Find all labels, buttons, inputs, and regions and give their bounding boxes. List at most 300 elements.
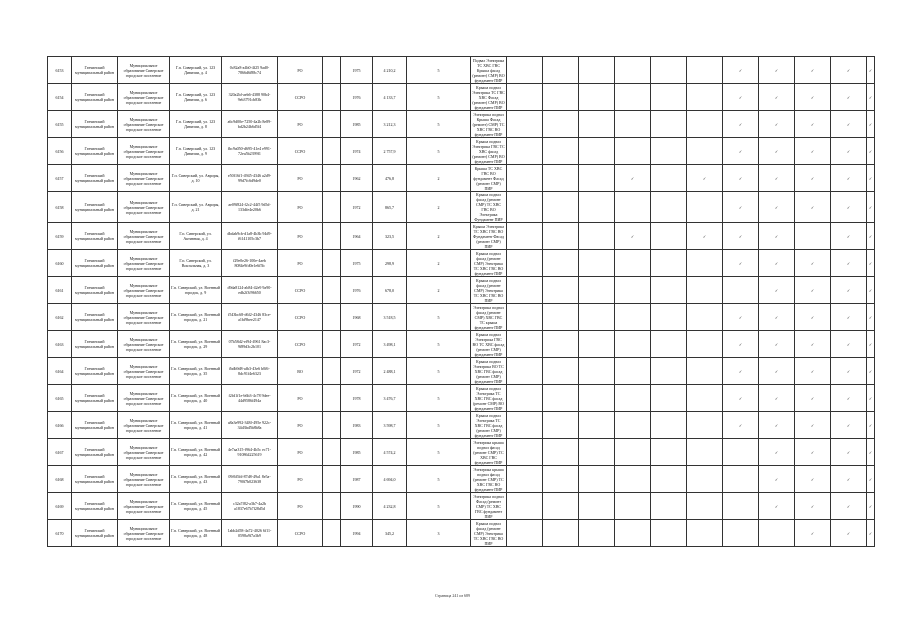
check-mark-cell	[687, 412, 723, 439]
fias-code-cell: 4e7aa315-f964-4b5c ec71-910864225619	[222, 439, 278, 466]
formation-cell: Муниципальное образование Сиверское городское поселение	[118, 385, 170, 412]
check-mark-cell: ✓	[831, 439, 867, 466]
floors-cell: 5	[407, 304, 471, 331]
table-row	[48, 138, 875, 165]
area-cell: 345,2	[373, 520, 407, 547]
spacer-cell	[323, 165, 341, 192]
formation-cell: Муниципальное образование Сиверское городское поселение	[118, 412, 170, 439]
check-mark-cell: ✓	[795, 331, 831, 358]
spacer-cell	[323, 466, 341, 493]
fias-code-cell: 07b58d2-ef94-4961 8ac3-9f89d3c2b101	[222, 331, 278, 358]
check-mark-cell	[507, 466, 543, 493]
row-number: 6168	[48, 466, 72, 493]
works-description-cell: Крыша подвал Электрика ГВС ВО ТС ХВС фасад (ремонт СМР) фундамент ПИР	[471, 331, 507, 358]
check-mark-cell	[651, 111, 687, 138]
district-cell: Гатчинский муниципальный район	[72, 250, 118, 277]
build-year-cell: 1974	[341, 138, 373, 165]
check-mark-cell	[507, 192, 543, 223]
check-mark-cell	[543, 412, 579, 439]
check-mark-cell	[651, 331, 687, 358]
check-mark-cell	[507, 520, 543, 547]
floors-cell: 2	[407, 277, 471, 304]
area-cell: 4 232,8	[373, 493, 407, 520]
floors-cell: 2	[407, 250, 471, 277]
check-mark-cell: ✓	[795, 304, 831, 331]
check-mark-cell	[615, 331, 651, 358]
check-mark-cell	[579, 277, 615, 304]
check-mark-cell: ✓	[867, 493, 875, 520]
district-cell: Гатчинский муниципальный район	[72, 439, 118, 466]
check-mark-cell	[543, 493, 579, 520]
formation-cell: Муниципальное образование Сиверское городское поселение	[118, 331, 170, 358]
check-mark-cell: ✓	[867, 439, 875, 466]
check-mark-cell	[723, 466, 759, 493]
check-mark-cell	[651, 304, 687, 331]
check-mark-cell	[507, 250, 543, 277]
page-footer: Страница 241 из 689	[434, 593, 471, 598]
works-description-cell: Электрика подвал Крыша Фасад (ремонт) СМР) ТС ХВС ГВС ВО фундамент ПИР	[471, 111, 507, 138]
check-mark-cell: ✓	[831, 165, 867, 192]
table-row	[48, 304, 875, 331]
check-mark-cell: ✓	[723, 138, 759, 165]
check-mark-cell: ✓	[759, 57, 795, 84]
build-year-cell: 1972	[341, 192, 373, 223]
wall-material-cell: ССРО	[278, 331, 323, 358]
check-mark-cell	[615, 358, 651, 385]
row-number: 6159	[48, 223, 72, 250]
check-mark-cell	[579, 138, 615, 165]
formation-cell: Муниципальное образование Сиверское городское поселение	[118, 358, 170, 385]
wall-material-cell: РО	[278, 466, 323, 493]
table-row	[48, 223, 875, 250]
check-mark-cell: ✓	[795, 277, 831, 304]
check-mark-cell: ✓	[723, 84, 759, 111]
check-mark-cell	[687, 57, 723, 84]
works-description-cell: Крыша Электрика ТС ХВС ГВС ВО Фундамент Фасад (ремонт СМР) ПИР	[471, 223, 507, 250]
row-number: 6163	[48, 331, 72, 358]
check-mark-cell	[651, 466, 687, 493]
build-year-cell: 1964	[341, 223, 373, 250]
floors-cell: 5	[407, 493, 471, 520]
check-mark-cell	[543, 277, 579, 304]
check-mark-cell	[543, 439, 579, 466]
check-mark-cell	[615, 138, 651, 165]
area-cell: 3 476,7	[373, 385, 407, 412]
check-mark-cell	[507, 223, 543, 250]
spacer-cell	[323, 223, 341, 250]
check-mark-cell	[507, 331, 543, 358]
floors-cell: 5	[407, 138, 471, 165]
spacer-cell	[323, 493, 341, 520]
build-year-cell: 1983	[341, 412, 373, 439]
check-mark-cell: ✓	[831, 250, 867, 277]
check-mark-cell	[651, 358, 687, 385]
check-mark-cell	[651, 84, 687, 111]
works-description-cell: Крыша подвал Электрика ТС ХВС ГВС фасад (ремонт СМР) фундамент ПИР	[471, 412, 507, 439]
formation-cell: Муниципальное образование Сиверское городское поселение	[118, 520, 170, 547]
check-mark-cell	[579, 439, 615, 466]
formation-cell: Муниципальное образование Сиверское городское поселение	[118, 304, 170, 331]
works-description-cell: Крыша подвал фасад (ремонт СМР) Электрика ТС ХВС ГВС ВО ПИР	[471, 277, 507, 304]
fias-code-cell: 0c82a8-a4b0-4f25 9ad0-7866d6f88c74	[222, 57, 278, 84]
formation-cell: Муниципальное образование Сиверское городское поселение	[118, 84, 170, 111]
address-cell: Г.п. Сиверский, ул. Военный городок, д. 35	[170, 358, 222, 385]
check-mark-cell	[543, 385, 579, 412]
check-mark-cell	[543, 466, 579, 493]
check-mark-cell	[579, 111, 615, 138]
check-mark-cell	[687, 277, 723, 304]
spacer-cell	[323, 304, 341, 331]
build-year-cell: 1990	[341, 493, 373, 520]
spacer-cell	[323, 84, 341, 111]
works-description-cell: Крыша подвал Электрика ТС ХВС ГВС фасад (ремонт СМР) ВО фундамент ПИР	[471, 385, 507, 412]
table-row	[48, 277, 875, 304]
spacer-cell	[323, 412, 341, 439]
check-mark-cell: ✓	[759, 358, 795, 385]
check-mark-cell: ✓	[867, 358, 875, 385]
check-mark-cell	[687, 520, 723, 547]
check-mark-cell	[579, 520, 615, 547]
floors-cell: 3	[407, 520, 471, 547]
row-number: 6164	[48, 358, 72, 385]
spacer-cell	[323, 250, 341, 277]
check-mark-cell: ✓	[831, 192, 867, 223]
fias-code-cell: a6c9d00e-7250-4a2b 8e89-bd2b24b6d5f4	[222, 111, 278, 138]
check-mark-cell: ✓	[831, 493, 867, 520]
fias-code-cell: fbc9a050-d695-41e4 e991-72ea5b2399f1	[222, 138, 278, 165]
check-mark-cell: ✓	[831, 223, 867, 250]
area-cell: 3 498,1	[373, 331, 407, 358]
district-cell: Гатчинский муниципальный район	[72, 466, 118, 493]
spacer-cell	[323, 385, 341, 412]
build-year-cell: 1985	[341, 439, 373, 466]
works-description-cell: Электрика крыша подвал фасад (ремонт СМР) ТС ХВС ГВС ВО фундамент ПИР	[471, 466, 507, 493]
address-cell: Г.п. Сиверский, ул. Военный городок, д. 42	[170, 439, 222, 466]
fias-code-cell: e50f16f1-4945-4346 a2d9-99d7fc6d9de0	[222, 165, 278, 192]
build-year-cell: 1968	[341, 304, 373, 331]
district-cell: Гатчинский муниципальный район	[72, 358, 118, 385]
row-number: 6170	[48, 520, 72, 547]
check-mark-cell	[579, 250, 615, 277]
table-row	[48, 57, 875, 84]
district-cell: Гатчинский муниципальный район	[72, 192, 118, 223]
district-cell: Гатчинский муниципальный район	[72, 111, 118, 138]
check-mark-cell	[615, 57, 651, 84]
check-mark-cell	[687, 466, 723, 493]
check-mark-cell	[507, 277, 543, 304]
floors-cell: 5	[407, 84, 471, 111]
row-number: 6157	[48, 165, 72, 192]
wall-material-cell: ССРО	[278, 138, 323, 165]
check-mark-cell: ✓	[831, 277, 867, 304]
check-mark-cell	[723, 277, 759, 304]
row-number: 6160	[48, 250, 72, 277]
district-cell: Гатчинский муниципальный район	[72, 277, 118, 304]
check-mark-cell: ✓	[759, 84, 795, 111]
check-mark-cell: ✓	[867, 111, 875, 138]
district-cell: Гатчинский муниципальный район	[72, 331, 118, 358]
address-cell: Г.п. Сиверский, ул. 123 Дивизии, д. 8	[170, 111, 222, 138]
check-mark-cell	[507, 493, 543, 520]
fias-code-cell: ae09f824-f2c2-44f5 9d5d-133dfe4e20b6	[222, 192, 278, 223]
spacer-cell	[323, 277, 341, 304]
floors-cell: 2	[407, 165, 471, 192]
check-mark-cell	[615, 493, 651, 520]
works-description-cell: Электрика крыша подвал фасад (ремонт СМР) ТС ХВС ГВС фундамент ПИР	[471, 439, 507, 466]
build-year-cell: 1972	[341, 358, 373, 385]
check-mark-cell	[615, 412, 651, 439]
check-mark-cell: ✓	[831, 412, 867, 439]
check-mark-cell	[687, 304, 723, 331]
area-cell: 678,0	[373, 277, 407, 304]
spacer-cell	[323, 138, 341, 165]
row-number: 6154	[48, 84, 72, 111]
fias-code-cell: 1abb2d58-4a72-4026 6f11-0598a9f7a3b9	[222, 520, 278, 547]
spacer-cell	[323, 192, 341, 223]
works-description-cell: Электрика подвал Фасад (ремонт СМР) ТС ХВС ГВС фундамент ПИР	[471, 493, 507, 520]
formation-cell: Муниципальное образование Сиверское городское поселение	[118, 277, 170, 304]
wall-material-cell: ССРО	[278, 84, 323, 111]
check-mark-cell: ✓	[759, 439, 795, 466]
check-mark-cell	[543, 57, 579, 84]
check-mark-cell	[507, 165, 543, 192]
check-mark-cell: ✓	[867, 192, 875, 223]
check-mark-cell	[507, 304, 543, 331]
check-mark-cell	[615, 250, 651, 277]
address-cell: Г.п. Сиверский, ул. Авроры, д. 21	[170, 192, 222, 223]
check-mark-cell	[579, 466, 615, 493]
check-mark-cell	[507, 57, 543, 84]
address-cell: Г.п. Сиверский, ул. Военный городок, д. 41	[170, 412, 222, 439]
wall-material-cell: РО	[278, 493, 323, 520]
check-mark-cell	[615, 111, 651, 138]
address-cell: Г.п. Сиверский, ул. Военный городок, д. 48	[170, 520, 222, 547]
check-mark-cell	[579, 493, 615, 520]
works-description-cell: Крыша подвал фасад (ремонт СМР) ТС ХВС ГВС ВО Электрика Фундамент ПИР	[471, 192, 507, 223]
check-mark-cell	[723, 493, 759, 520]
spacer-cell	[323, 358, 341, 385]
area-cell: 323,5	[373, 223, 407, 250]
check-mark-cell: ✓	[795, 385, 831, 412]
address-cell: Г.п. Сиверский, ул. Авроры, д. 10	[170, 165, 222, 192]
check-mark-cell	[615, 466, 651, 493]
table-row	[48, 331, 875, 358]
district-cell: Гатчинский муниципальный район	[72, 84, 118, 111]
fias-code-cell: d9da8124-ab84-42e9 9a90-edb2f3f96650	[222, 277, 278, 304]
build-year-cell: 1962	[341, 165, 373, 192]
check-mark-cell	[579, 57, 615, 84]
check-mark-cell	[507, 111, 543, 138]
formation-cell: Муниципальное образование Сиверское городское поселение	[118, 250, 170, 277]
check-mark-cell	[687, 439, 723, 466]
check-mark-cell: ✓	[867, 165, 875, 192]
check-mark-cell	[543, 250, 579, 277]
formation-cell: Муниципальное образование Сиверское городское поселение	[118, 57, 170, 84]
works-description-cell: Крыша подвал Электрика ТС ГВС ХВС Фасад (ремонт) СМР) ВО фундамент ПИР	[472, 84, 505, 110]
spacer-cell	[323, 331, 341, 358]
check-mark-cell: ✓	[723, 223, 759, 250]
fias-code-cell: dbdab9cb-d1a8-4b3b 94d9-f6141105c3b7	[222, 223, 278, 250]
wall-material-cell: РО	[278, 192, 323, 223]
check-mark-cell: ✓	[615, 165, 651, 192]
check-mark-cell	[651, 138, 687, 165]
works-description-cell: Крыша ТС ХВС ГВС ВО фундамент Фасад (ремонт СМР) ПИР	[471, 165, 507, 192]
check-mark-cell: ✓	[795, 138, 831, 165]
check-mark-cell	[687, 111, 723, 138]
check-mark-cell: ✓	[867, 57, 875, 84]
check-mark-cell	[615, 520, 651, 547]
floors-cell: 5	[407, 331, 471, 358]
fias-code-cell: 320a2bf-aeb6-4388 90b4-9eb3791cb83b	[222, 84, 278, 111]
row-number: 6155	[48, 111, 72, 138]
check-mark-cell	[687, 385, 723, 412]
check-mark-cell: ✓	[867, 84, 875, 111]
floors-cell: 5	[407, 358, 471, 385]
wall-material-cell: РО	[278, 412, 323, 439]
check-mark-cell: ✓	[687, 223, 723, 250]
check-mark-cell	[723, 439, 759, 466]
check-mark-cell: ✓	[867, 223, 875, 250]
formation-cell: Муниципальное образование Сиверское городское поселение	[118, 223, 170, 250]
check-mark-cell: ✓	[723, 111, 759, 138]
check-mark-cell	[687, 192, 723, 223]
check-mark-cell: ✓	[687, 165, 723, 192]
wall-material-cell: РО	[278, 439, 323, 466]
fias-code-cell: f2fd1f1e-b6b3-4c78 9dee-44d9586f494a	[222, 385, 278, 412]
table-body	[48, 57, 875, 547]
check-mark-cell: ✓	[759, 138, 795, 165]
table-row	[48, 165, 875, 192]
build-year-cell: 1987	[341, 466, 373, 493]
table-row	[48, 412, 875, 439]
check-mark-cell	[615, 84, 651, 111]
check-mark-cell: ✓	[831, 57, 867, 84]
check-mark-cell	[543, 192, 579, 223]
check-mark-cell	[687, 358, 723, 385]
works-description-cell: Крыша подвал фасад (ремонт СМР) Электрика ТС ХВС ГВС ВО фундамент ПИР	[471, 250, 507, 277]
row-number: 6153	[48, 57, 72, 84]
check-mark-cell	[543, 331, 579, 358]
check-mark-cell	[651, 192, 687, 223]
check-mark-cell: ✓	[723, 385, 759, 412]
check-mark-cell: ✓	[831, 138, 867, 165]
floors-cell: 5	[407, 111, 471, 138]
check-mark-cell: ✓	[723, 250, 759, 277]
check-mark-cell	[651, 439, 687, 466]
district-cell: Гатчинский муниципальный район	[72, 138, 118, 165]
check-mark-cell	[543, 165, 579, 192]
formation-cell: Муниципальное образование Сиверское городское поселение	[118, 111, 170, 138]
check-mark-cell: ✓	[831, 304, 867, 331]
check-mark-cell	[615, 385, 651, 412]
area-cell: 298,9	[373, 250, 407, 277]
address-cell: Г.п. Сиверский, ул. Военный городок, д. 43	[170, 466, 222, 493]
district-cell: Гатчинский муниципальный район	[72, 385, 118, 412]
check-mark-cell: ✓	[759, 192, 795, 223]
check-mark-cell: ✓	[795, 358, 831, 385]
check-mark-cell	[687, 493, 723, 520]
formation-cell: Муниципальное образование Сиверское городское поселение	[118, 165, 170, 192]
fias-code-cell: 09f6f5fd-87d8-49a1 8e5a-790f7b023638	[222, 466, 278, 493]
check-mark-cell: ✓	[759, 277, 795, 304]
area-cell: 3 598,7	[373, 412, 407, 439]
spacer-cell	[323, 111, 341, 138]
wall-material-cell: РО	[278, 165, 323, 192]
check-mark-cell: ✓	[723, 304, 759, 331]
formation-cell: Муниципальное образование Сиверское городское поселение	[118, 493, 170, 520]
build-year-cell: 1975	[341, 250, 373, 277]
works-description-cell: Подвал Электрика ТС ХВС ГВС Крыша фасад (ремонт) СМР) ВО фундамент ПИР	[472, 57, 505, 83]
area-cell: 3 518,5	[373, 304, 407, 331]
wall-material-cell: ССРО	[278, 520, 323, 547]
works-description-cell: Крыша подвал Электрика ВО ТС ХВС ГВС фасад (ремонт СМР) фундамент ПИР	[471, 358, 507, 385]
fias-code-cell: f29e0e26-100e-4aeb 8084e9fd0e1e6f5b	[222, 250, 278, 277]
check-mark-cell: ✓	[831, 520, 867, 547]
check-mark-cell	[723, 520, 759, 547]
table-row	[48, 520, 875, 547]
check-mark-cell: ✓	[831, 111, 867, 138]
row-number: 6158	[48, 192, 72, 223]
check-mark-cell	[615, 304, 651, 331]
check-mark-cell: ✓	[795, 57, 831, 84]
check-mark-cell	[651, 493, 687, 520]
district-cell: Гатчинский муниципальный район	[72, 520, 118, 547]
check-mark-cell: ✓	[831, 358, 867, 385]
table-row	[48, 385, 875, 412]
works-description-cell: Крыша подвал фасад (ремонт СМР) Электрика ТС ХВС ГВС ВО ПИР	[471, 520, 507, 547]
row-number: 6161	[48, 277, 72, 304]
row-number: 6169	[48, 493, 72, 520]
floors-cell: 5	[407, 385, 471, 412]
area-cell: 476,8	[373, 165, 407, 192]
check-mark-cell	[579, 385, 615, 412]
table-row	[48, 84, 875, 111]
build-year-cell: 1978	[341, 385, 373, 412]
check-mark-cell	[687, 250, 723, 277]
table-row	[48, 111, 875, 138]
address-cell: Г.п. Сиверский, ул. Военный городок, д. 9	[170, 277, 222, 304]
check-mark-cell	[543, 84, 579, 111]
check-mark-cell: ✓	[759, 385, 795, 412]
capital-repair-table	[47, 56, 875, 547]
check-mark-cell: ✓	[867, 520, 875, 547]
row-number: 6162	[48, 304, 72, 331]
address-cell: Г.п. Сиверский, ул. 123 Дивизии, д. 4	[170, 57, 222, 84]
check-mark-cell: ✓	[867, 331, 875, 358]
check-mark-cell: ✓	[795, 412, 831, 439]
build-year-cell: 1972	[341, 331, 373, 358]
check-mark-cell: ✓	[867, 304, 875, 331]
check-mark-cell: ✓	[831, 84, 867, 111]
formation-cell: Муниципальное образование Сиверское городское поселение	[118, 138, 170, 165]
check-mark-cell: ✓	[795, 111, 831, 138]
build-year-cell: 1976	[341, 277, 373, 304]
check-mark-cell	[543, 304, 579, 331]
check-mark-cell	[579, 165, 615, 192]
check-mark-cell	[651, 385, 687, 412]
check-mark-cell: ✓	[795, 493, 831, 520]
check-mark-cell: ✓	[795, 192, 831, 223]
check-mark-cell: ✓	[723, 165, 759, 192]
check-mark-cell	[651, 165, 687, 192]
check-mark-cell	[507, 439, 543, 466]
area-cell: 865,7	[373, 192, 407, 223]
check-mark-cell	[579, 331, 615, 358]
row-number: 6166	[48, 412, 72, 439]
wall-material-cell: РО	[278, 57, 323, 84]
check-mark-cell	[687, 331, 723, 358]
check-mark-cell: ✓	[759, 165, 795, 192]
